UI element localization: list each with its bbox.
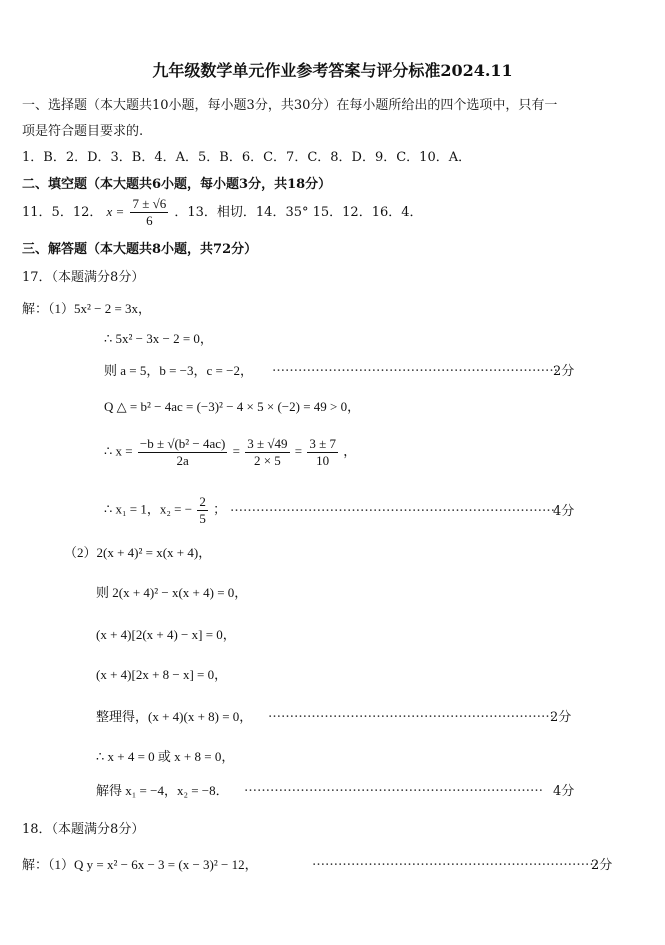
page-title: 九年级数学单元作业参考答案与评分标准2024.11	[152, 61, 513, 80]
answers-suffix: ．13．相切．14．35° 15．12．16．4．	[174, 205, 423, 220]
section1-answers: 1．B．2．D．3．B．4．A．5．B．6．C．7．C．8．D．9．C．10．A．	[22, 150, 472, 165]
q18-label: 18．（本题满分8分）	[22, 822, 145, 837]
answers-prefix: 11．5．12．	[22, 205, 103, 220]
q17-p1-step3: 则 a = 5，b = −3，c = −2，	[104, 363, 253, 378]
section2-answers	[22, 196, 423, 229]
q17-p1-step5: ∴ x = $\frac{\text{−b ± √(b² − 4ac)}}{2a}$ = $\frac{3 \pm √49}{2 \times 5}$ = $\frac{3 \pm 7}{10}$ ，	[104, 436, 357, 468]
q18-p1-step1: 解：（1）Q y = x² − 6x − 3 = (x − 3)² − 12，	[22, 857, 258, 872]
q17-p2-step5: 整理得，(x + 4)(x + 8) = 0，	[96, 709, 253, 724]
step5-fraction1	[138, 436, 228, 469]
step6-numerator: 2	[199, 494, 206, 509]
fraction3-numerator: 3 ± 7	[309, 436, 336, 451]
q17-p1-step6: ∴ x₁ = 1，x₂ = − $\frac{2}{5}$ ；	[104, 494, 227, 526]
section2-header: 二、填空题（本大题共6小题，每小题3分，共18分）	[22, 177, 332, 192]
q17-p1-step4: Q △ = b² − 4ac = (−3)² − 4 × 5 × (−2) = 49 > 0，	[104, 399, 361, 414]
answer12-fraction	[130, 196, 168, 229]
section3-header: 三、解答题（本大题共8小题，共72分）	[22, 242, 258, 257]
q17-p2-step1: （2）2(x + 4)² = x(x + 4)，	[64, 545, 212, 560]
leader-dots: …………………………………………………………	[312, 854, 598, 869]
fraction3-denominator: 10	[316, 453, 330, 468]
q17-p1-step2: ∴ 5x² − 3x − 2 = 0，	[104, 331, 213, 346]
step6-denominator: 5	[199, 511, 206, 526]
answer12-numerator: 7 ± √6	[132, 196, 167, 211]
answer12-denominator: 6	[146, 213, 153, 228]
leader-dots: ……………………………………………………………	[244, 780, 543, 795]
q17-p1-score2: 4分	[553, 504, 575, 519]
q17-p2-step2: 则 2(x + 4)² − x(x + 4) = 0，	[96, 585, 248, 600]
leader-dots: …………………………………………………………………	[230, 500, 555, 515]
q17-p2-score2: 4分	[553, 784, 575, 799]
answer12-x: x =	[106, 204, 125, 219]
step6-lead: ∴ x₁ = 1，x₂ = −	[104, 501, 193, 517]
step5-fraction2	[245, 436, 289, 469]
q17-p2-step6: ∴ x + 4 = 0 或 x + 8 = 0，	[96, 749, 235, 764]
section1-header-cont: 项是符合题目要求的.	[22, 124, 144, 139]
q18-p1-score1: 2分	[591, 858, 613, 873]
q17-label: 17．（本题满分8分）	[22, 270, 145, 285]
q17-p2-score1: 2分	[550, 710, 572, 725]
q17-p2-step3: (x + 4)[2(x + 4) − x] = 0，	[96, 627, 236, 642]
section1-header: 一、选择题（本大题共10小题，每小题3分，共30分）在每小题所给出的四个选项中，只有一	[22, 98, 558, 113]
step5-fraction3	[307, 436, 338, 469]
step5-lead: ∴ x =	[104, 443, 133, 459]
step6-fraction	[197, 494, 208, 527]
fraction1-numerator: −b ± √(b² − 4ac)	[139, 436, 226, 451]
q17-p2-step4: (x + 4)[2x + 8 − x] = 0，	[96, 667, 228, 682]
fraction2-numerator: 3 ± √49	[247, 436, 288, 451]
fraction2-denominator: 2 × 5	[253, 453, 281, 468]
leader-dots: …………………………………………………………	[268, 706, 554, 721]
fraction1-denominator: 2a	[176, 453, 189, 468]
q17-p1-step1: 解：（1）5x² − 2 = 3x，	[22, 301, 152, 316]
q17-p2-step7: 解得 x₁ = −4，x₂ = −8．	[96, 783, 229, 798]
leader-dots: …………………………………………………………	[272, 360, 558, 375]
q17-p1-score1: 2分	[553, 364, 575, 379]
